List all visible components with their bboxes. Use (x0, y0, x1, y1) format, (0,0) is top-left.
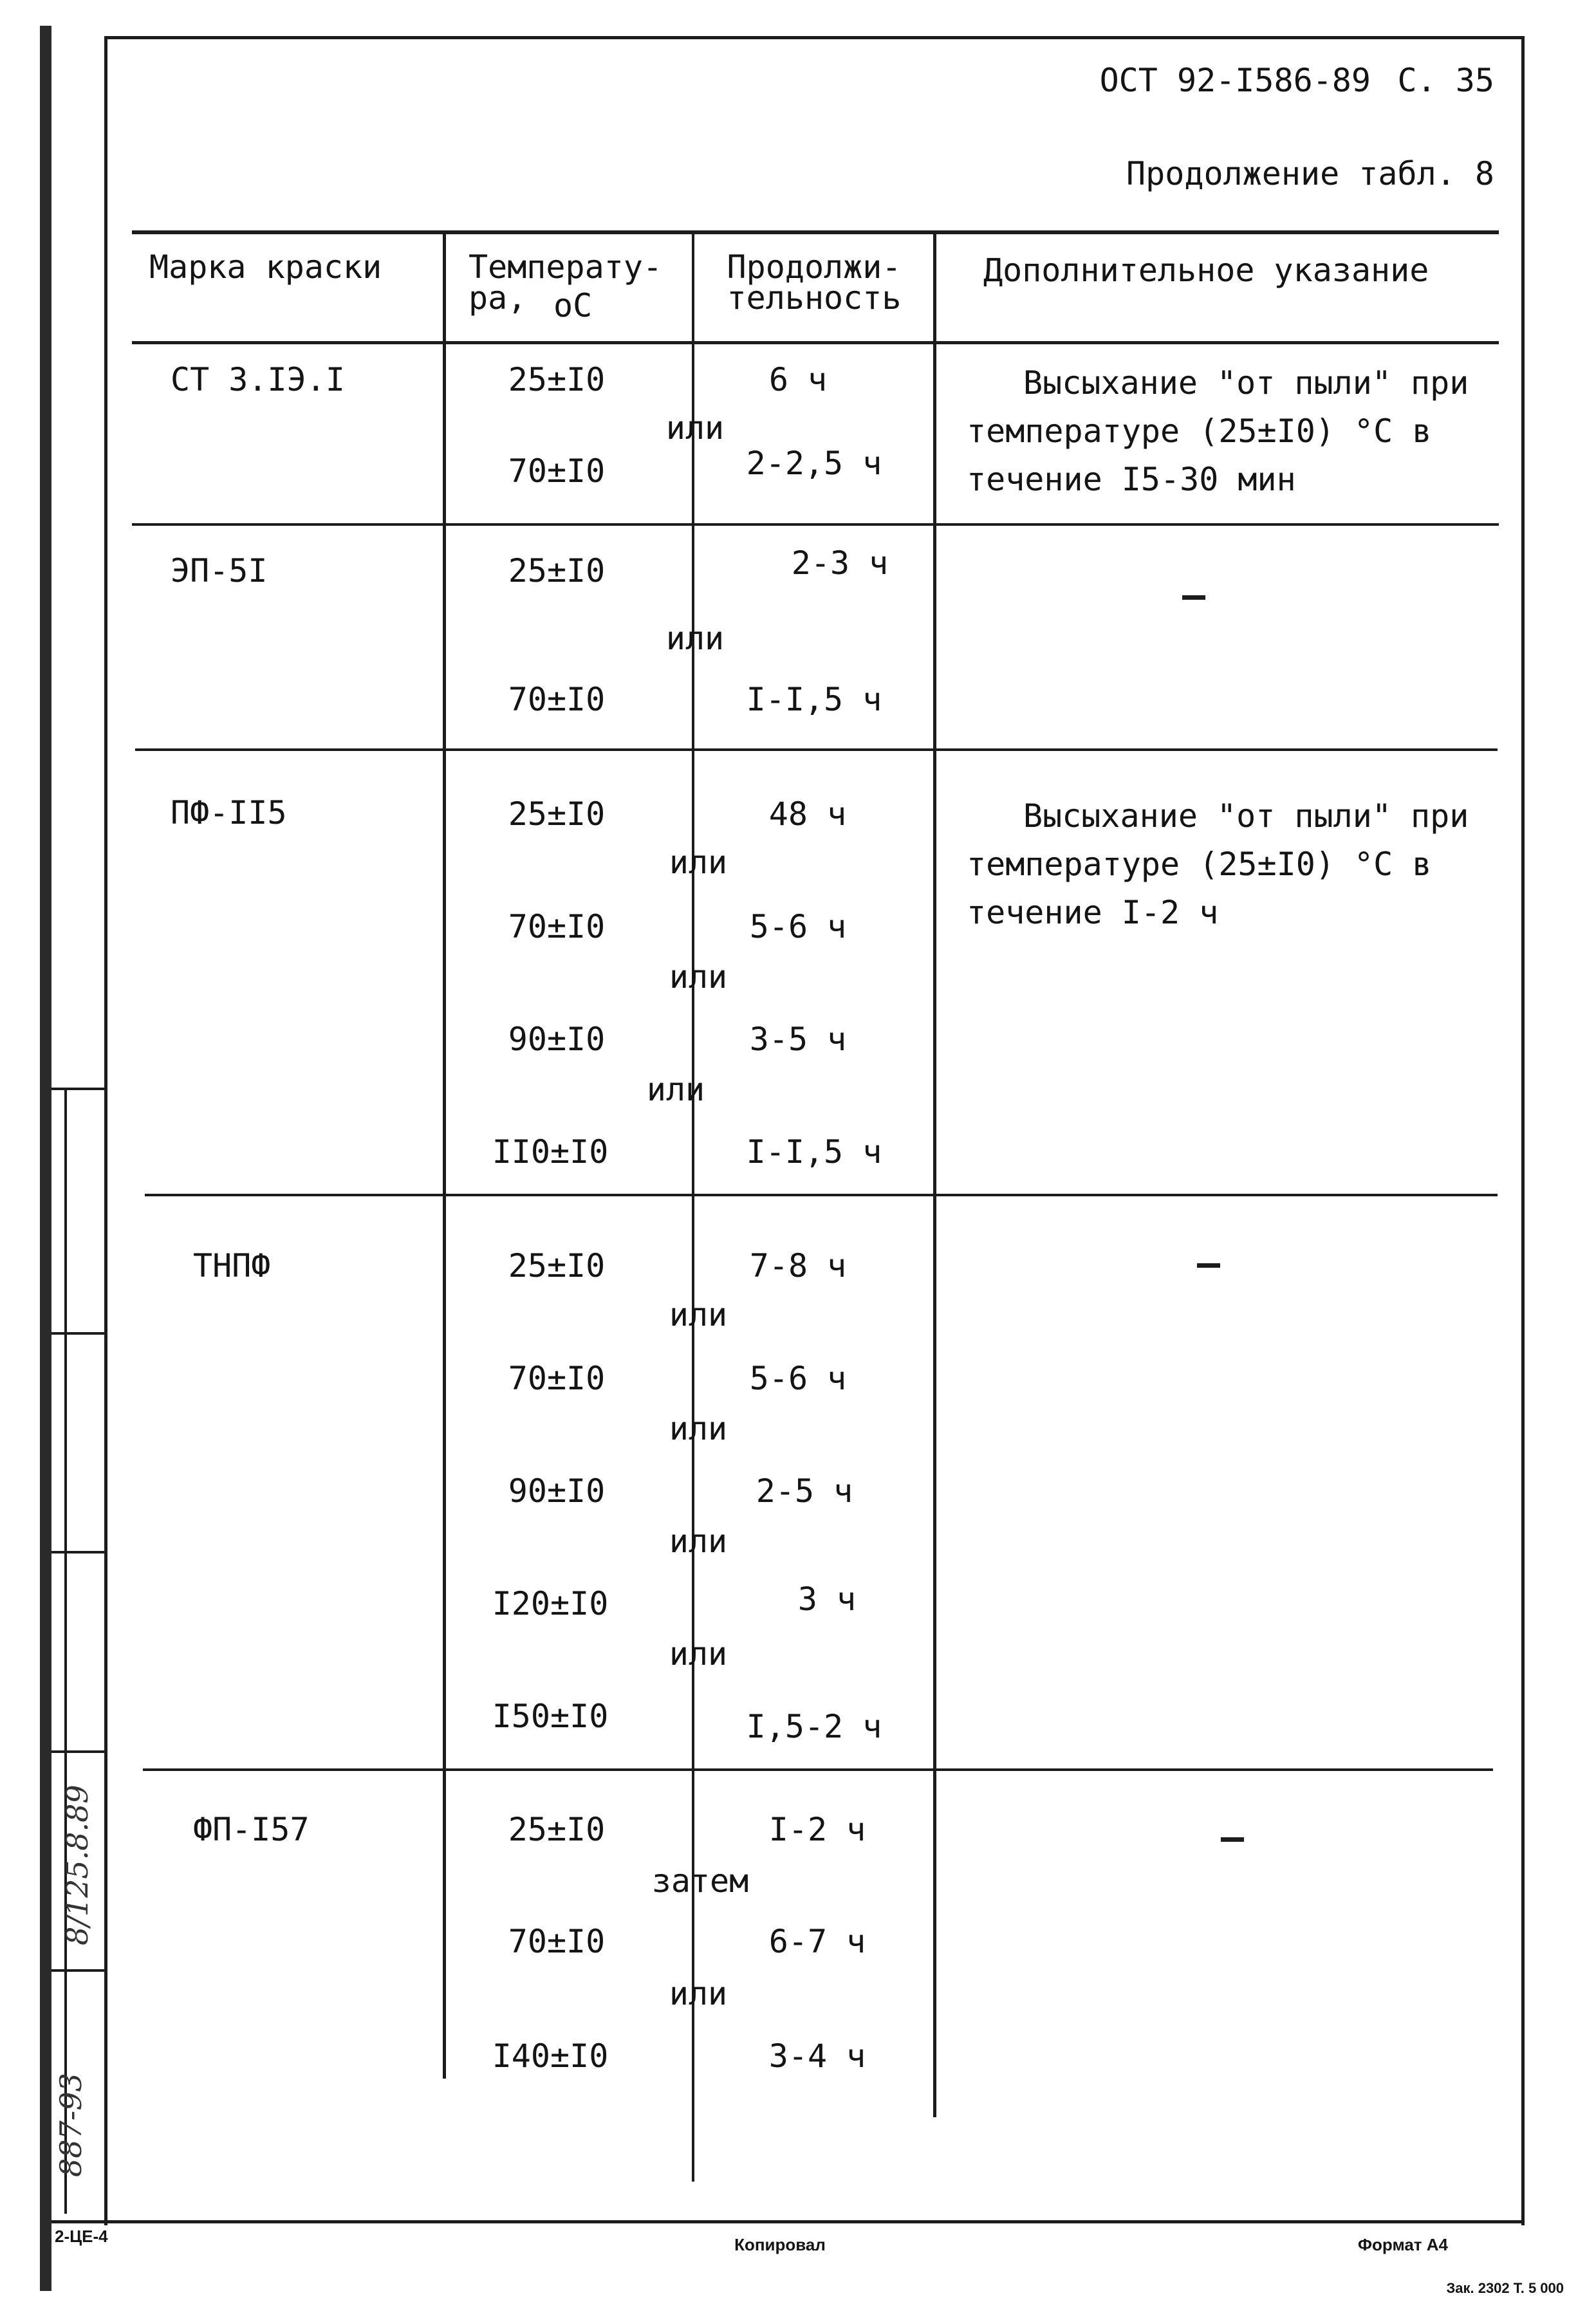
frame-bottom-line (51, 2220, 1525, 2223)
duration-value: 7-8 ч (749, 1247, 847, 1284)
or-connector: или (665, 620, 725, 657)
duration-value: 5-6 ч (749, 908, 847, 945)
temperature-value: 90±I0 (508, 1021, 606, 1058)
column-divider (443, 232, 446, 2079)
paint-mark: СТ 3.IЭ.I (171, 361, 345, 398)
no-note-dash (1221, 1837, 1244, 1842)
temperature-value: 25±I0 (508, 552, 606, 589)
temperature-value: 25±I0 (508, 1811, 606, 1848)
no-note-dash (1182, 595, 1205, 600)
or-connector: или (669, 1296, 728, 1333)
column-header-temperature-unit: оС (553, 287, 593, 324)
stamp-box-line (51, 1332, 107, 1335)
temperature-value: 70±I0 (508, 452, 606, 490)
paint-mark: ЭП-5I (171, 552, 268, 589)
order-number: Зак. 2302 Т. 5 000 (1446, 2280, 1564, 2296)
row-separator (145, 1194, 1498, 1196)
copied-label: Копировал (734, 2235, 826, 2254)
paint-mark: ФП-I57 (193, 1811, 310, 1848)
or-connector: или (665, 409, 725, 447)
duration-value: 3-4 ч (768, 2037, 866, 2075)
note-line: температуре (25±I0) °С в (967, 846, 1432, 883)
stamp-box-line (51, 1551, 107, 1553)
format-label: Формат А4 (1357, 2235, 1448, 2254)
column-header-temperature: ра, (469, 279, 527, 317)
scan-edge-shadow (40, 26, 51, 2291)
temperature-value: 70±I0 (508, 1360, 606, 1397)
margin-handwriting: 887-93 (53, 2073, 88, 2177)
stamp-box-line (51, 1969, 107, 1972)
temperature-value: 70±I0 (508, 908, 606, 945)
or-connector: или (669, 1523, 728, 1560)
row-separator (143, 1768, 1493, 1771)
no-note-dash (1197, 1263, 1220, 1268)
table-continuation-label: Продолжение табл. 8 (1126, 155, 1494, 192)
form-code: 2-ЦЕ-4 (55, 2227, 108, 2246)
temperature-value: 25±I0 (508, 795, 606, 833)
doc-reference: ОСТ 92-I586-89 (1099, 62, 1371, 99)
duration-value: I-I,5 ч (746, 681, 882, 718)
row-separator (135, 748, 1498, 751)
duration-value: 3-5 ч (749, 1021, 847, 1058)
note-line: температуре (25±I0) °С в (967, 413, 1432, 450)
or-connector: или (669, 958, 728, 996)
column-header-duration: тельность (727, 279, 902, 317)
table-top-rule (132, 230, 1499, 234)
duration-value: 2-5 ч (756, 1472, 853, 1510)
note-line: течение I-2 ч (967, 894, 1219, 931)
duration-value: I-I,5 ч (746, 1133, 882, 1171)
temperature-value: 90±I0 (508, 1472, 606, 1510)
temperature-value: 70±I0 (508, 681, 606, 718)
paint-mark: ПФ-II5 (171, 794, 287, 831)
duration-value: 3 ч (797, 1581, 857, 1618)
column-header-mark: Марка краски (149, 248, 382, 286)
duration-value: I,5-2 ч (746, 1708, 882, 1745)
row-separator (132, 523, 1499, 526)
frame-top-line (104, 36, 1525, 39)
column-header-note: Дополнительное указание (983, 252, 1429, 289)
duration-value: I-2 ч (768, 1811, 866, 1848)
then-connector: затем (651, 1862, 749, 1900)
duration-value: 5-6 ч (749, 1360, 847, 1397)
temperature-value: I50±I0 (492, 1698, 609, 1735)
stamp-box-line (51, 1088, 107, 1090)
table-header-rule (132, 341, 1499, 344)
temperature-value: I40±I0 (492, 2037, 609, 2075)
margin-handwriting: 8/125.8.89 (60, 1785, 95, 1945)
note-line: течение I5-30 мин (967, 461, 1296, 498)
temperature-value: 70±I0 (508, 1923, 606, 1960)
duration-value: 48 ч (768, 795, 847, 833)
column-header-duration: Продолжи- (727, 248, 902, 286)
duration-value: 2-3 ч (791, 544, 889, 582)
paint-mark: ТНПФ (193, 1247, 271, 1284)
note-line: Высыхание "от пыли" при (1023, 364, 1469, 402)
or-connector: или (669, 1975, 728, 2012)
or-connector: или (669, 1635, 728, 1673)
temperature-value: II0±I0 (492, 1133, 609, 1171)
column-header-temperature: Температу- (469, 248, 663, 286)
page-number: С. 35 (1397, 62, 1494, 99)
or-connector: или (669, 1410, 728, 1447)
column-divider (933, 232, 936, 2117)
duration-value: 6-7 ч (768, 1923, 866, 1960)
note-line: Высыхание "от пыли" при (1023, 797, 1469, 835)
frame-right-line (1521, 37, 1525, 2225)
temperature-value: I20±I0 (492, 1585, 609, 1622)
or-connector: или (669, 844, 728, 881)
frame-left-line (104, 37, 107, 2225)
or-connector: или (646, 1071, 705, 1108)
duration-value: 2-2,5 ч (746, 445, 882, 482)
temperature-value: 25±I0 (508, 1247, 606, 1284)
temperature-value: 25±I0 (508, 361, 606, 398)
duration-value: 6 ч (768, 361, 828, 398)
